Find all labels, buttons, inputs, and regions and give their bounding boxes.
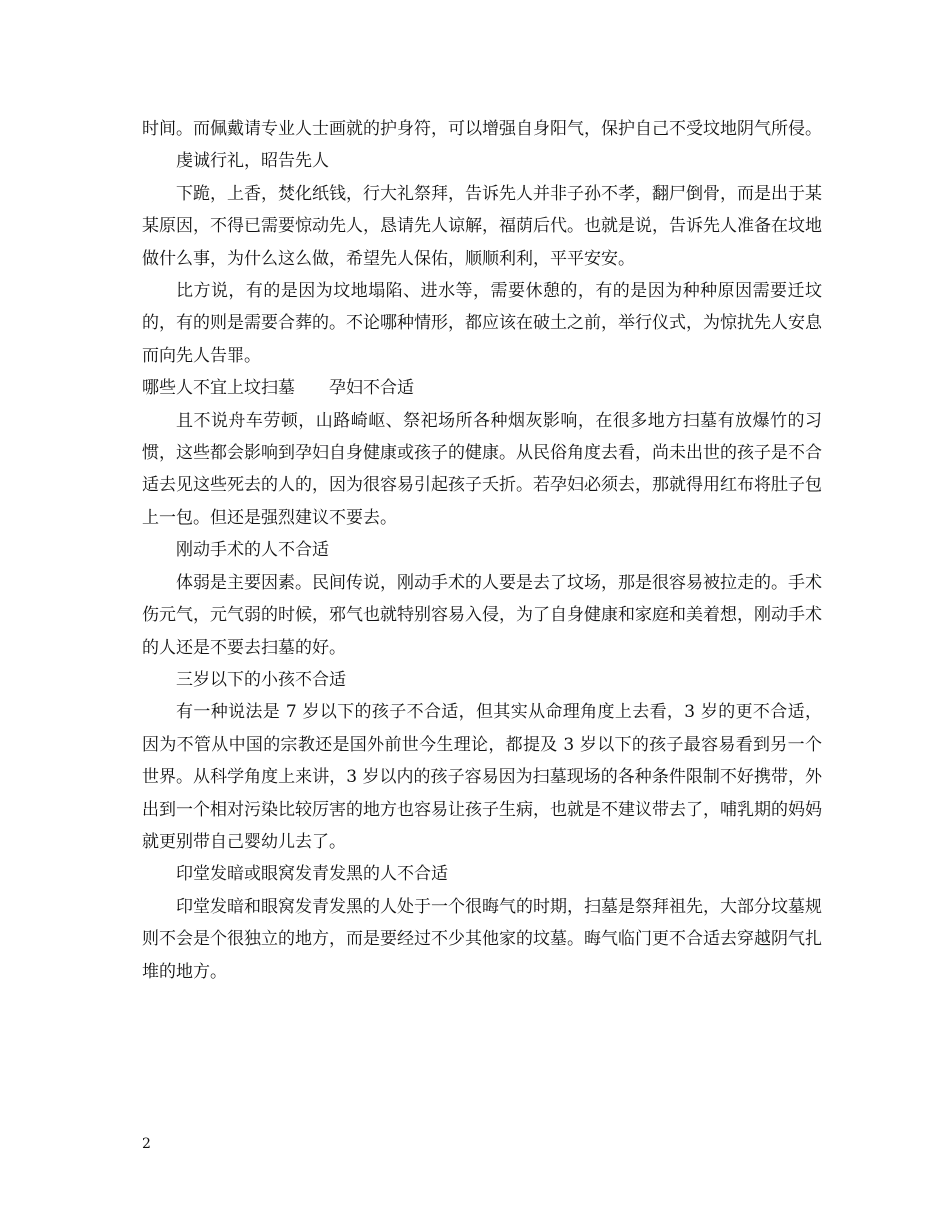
page-number: 2 [142,1136,151,1152]
paragraph-example: 比方说，有的是因为坟地塌陷、进水等，需要休憩的，有的是因为种种原因需要迁坟的，有的则是需要合葬的。不论哪种情形，都应该在破土之前，举行仪式，为惊扰先人安息而向先人告罪。 [142,281,822,366]
paragraph-dark-complexion: 印堂发暗和眼窝发青发黑的人处于一个很晦气的时期，扫墓是祭拜祖先，大部分坟墓规则不会是个很独立的地方，而是要经过不少其他家的坟墓。晦气临门更不合适去穿越阴气扎堆的地方。 [142,896,822,982]
paragraph-children: 有一种说法是 7 岁以下的孩子不合适，但其实从命理角度上去看，3 岁的更不合适，因为不管从中国的宗教还是国外前世今生理论，都提及 3 岁以下的孩子最容易看到另一个世界。从科学角度上来讲，3 岁以内的孩子容易因为扫墓现场的各种条件限制不好携带，外出到一个相对污染比较厉害的地方也容易让孩子生病，也就是不建议带去了，哺乳期的妈妈就更别带自己婴幼儿去了。 [142,702,822,852]
heading-dark-complexion: 印堂发暗或眼窝发青发黑的人不合适 [176,864,448,885]
paragraph-ritual: 下跪，上香，焚化纸钱，行大礼祭拜，告诉先人并非子孙不孝，翻尸倒骨，而是出于某某原因，不得已需要惊动先人，恳请先人谅解，福荫后代。也就是说，告诉先人准备在坟地做什么事，为什么这么做，希望先人保佑，顺顺利利，平平安安。 [142,183,822,269]
paragraph-surgery: 体弱是主要因素。民间传说，刚动手术的人要是去了坟场，那是很容易被拉走的。手术伤元气，元气弱的时候，邪气也就特别容易入侵，为了自身健康和家庭和美着想，刚动手术的人还是不要去扫墓的好。 [142,572,822,658]
paragraph-pregnant: 且不说舟车劳顿，山路崎岖、祭祀场所各种烟灰影响，在很多地方扫墓有放爆竹的习惯，这些都会影响到孕妇自身健康或孩子的健康。从民俗角度去看，尚未出世的孩子是不合适去见这些死去的人的，因为很容易引起孩子夭折。若孕妇必须去，那就得用红布将肚子包上一包。但还是强烈建议不要去。 [142,410,822,528]
heading-children: 三岁以下的小孩不合适 [176,669,346,690]
heading-surgery: 刚动手术的人不合适 [176,540,329,561]
paragraph-1: 时间。而佩戴请专业人士画就的护身符，可以增强自身阳气，保护自己不受坟地阴气所侵。 [142,119,822,139]
heading-who-should-not: 哪些人不宜上坟扫墓 孕妇不合适 [142,378,414,399]
document-body [142,113,822,988]
heading-respectful-ritual: 虔诚行礼，昭告先人 [176,151,329,172]
